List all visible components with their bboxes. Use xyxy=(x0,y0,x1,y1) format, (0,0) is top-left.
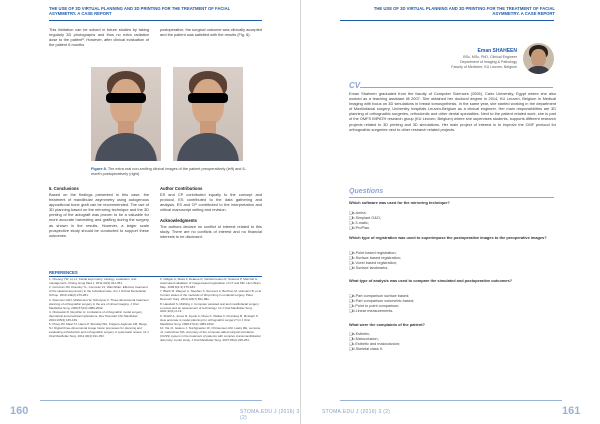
figure-caption xyxy=(91,167,251,177)
eye-mask xyxy=(188,93,228,103)
question-3: What type of analysis was used to compare the simulated and postoperative outcomes? xyxy=(349,278,513,283)
postoperative-photo xyxy=(173,67,243,161)
option-3b: ❑b.Part comparison volumetric based; xyxy=(349,299,415,303)
intro-col2: postoperative, the surgical outcome was clinically accepted and the patient was satisfied with the results (Fig. 8). xyxy=(160,27,262,38)
option-2a: ❑a.Point based registration; xyxy=(349,251,397,255)
right-page xyxy=(300,0,600,424)
reference-item: 7. Blach M, Wagner A, Stephan S, Stenvers A, Buchner M, Hofmann B, et al. Current status of the methods of 3D-printing in orofacial surgery. Plast Reconstr Surg. 2010;126(7):82e-98e. xyxy=(160,289,262,302)
reference-item: 10. Xia JJ, Gateno J, Teichgraeber JF, Christensen AM, Lasky RE, Lemoine JJ, Liebschner MA. Accuracy of the computer-aided surgical simulation (CASS) system in the treatment of patients with complex craniomaxillofacial deformity: A pilot study. J Oral Maxillofac Surg. 2007;65(2):248-254. xyxy=(160,326,261,342)
contributions-heading: Author Contributions xyxy=(160,186,203,191)
preoperative-photo xyxy=(91,67,161,161)
conclusions-heading: 5. Conclusions xyxy=(49,186,79,191)
references-col2 xyxy=(160,278,262,343)
footer-rule xyxy=(40,400,262,401)
author-faculty: Faculty of Medicine, KU Leuven, Belgium xyxy=(451,65,517,69)
references-col1 xyxy=(49,278,150,340)
option-3d: ❑d.Linear measurements. xyxy=(349,309,394,313)
option-3c: ❑c.Point to point comparison; xyxy=(349,304,400,308)
reference-item: 6. Gilligan A, Maes F, Delaere D, Vandermeulen D, Suetens P. Marchal G. Automated validation of image-based registration of CT and MR. Hum Brain Map. 1999;8(2-3):175-183. xyxy=(160,277,261,289)
acknowledgments-text: The authors declare no conflict of interest related to this study. There are no conflicts of interest and no financial interests to be disclosed. xyxy=(160,224,262,240)
author-name: Eman SHAHEEN xyxy=(477,48,517,54)
page-number-left: 160 xyxy=(10,405,29,417)
option-4d: ❑d.Skeletal class II. xyxy=(349,347,384,351)
header-rule xyxy=(340,20,554,21)
option-4b: ❑b.Malocclusion; xyxy=(349,337,379,341)
option-2d: ❑d.Surface landmarks. xyxy=(349,266,389,270)
author-portrait xyxy=(523,43,554,74)
page-number-right: 161 xyxy=(562,405,581,417)
figure-caption-text: The extra oral non-smiling clinical images of the patient preoperatively (left) and 6-month postoperatively (right). xyxy=(91,167,246,176)
option-2c: ❑c.Voxel based registration; xyxy=(349,261,397,265)
reference-item: 2. Corcoran JM, Klomsky YL, Corcoran VJ, Warchilder. Effective treatment of the skeletal asymmetry in the individual case. Am J Orthod Dentofacial Orthop. 2016;149(2):276-281. xyxy=(49,285,148,298)
question-1: Which software was used for the mirroring technique? xyxy=(349,200,450,205)
author-department: Department of Imaging & Pathology xyxy=(460,60,517,64)
questions-rule xyxy=(349,197,554,198)
acknowledgments-heading: Acknowledgments xyxy=(160,218,197,223)
option-1d: ❑d.ProPlan. xyxy=(349,226,371,230)
journal-citation-right: STOMA.EDU J (2016) 3 (2) xyxy=(322,409,391,415)
reference-item: 5. Plooij JM, Maal TJ, Haers P, Borstlap WA, Kuijpers-Jagtman AM, Berge SJ. Digital three-dimensional image fusion processes for planning and evaluating orthodontics and orthognathic surgery. A systematic review. Int J Oral Maxillofac Surg. 2011;40(4):341-352. xyxy=(49,322,149,339)
intro-col1: This limitation can be solved in future studies by taking regularly 3D photographs and thus no extra radiation dose to the patient⁸. However, after clinical evaluation of the patient 6 months xyxy=(49,27,149,48)
running-head-right: THE USE OF 3D VIRTUAL PLANNING AND 3D PRINTING FOR THE TREATMENT OF FACIAL ASYMMETRY. A CASE REPORT xyxy=(373,6,555,17)
option-1b: ❑b.Simplant O&O; xyxy=(349,216,381,220)
figure-label: Figure 8. xyxy=(91,167,107,171)
question-4: What were the complaints of the patient? xyxy=(349,322,425,327)
conclusions-text: Based on the findings presented in this case, the treatment of mandibular asymmetry using autogenous appositional bone graft can be recommended. The use of 3D planning based on the mirroring technique and the 3D printing of the autograft was proven to be a valuable for more accurate harvesting and grafting during the surgery as shown in the results. However, a larger scale prospective study should be conducted to support these outcomes. xyxy=(49,192,149,238)
references-heading: REFERENCES xyxy=(49,270,262,277)
option-4a: ❑a.Esthetic; xyxy=(349,332,371,336)
contributions-text: ES and CP contributed equally to the concept and protocol. ES contributed to the data gathering and analysis. ES and CP contributed to the interpretation and critical manuscript writing and revision. xyxy=(160,192,262,213)
option-4c: ❑c.Esthetic and malocclusion; xyxy=(349,342,401,346)
running-head-left: THE USE OF 3D VIRTUAL PLANNING AND 3D PRINTING FOR THE TREATMENT OF FACIAL ASYMMETRY. A CASE REPORT xyxy=(49,6,231,17)
journal-citation-left: STOMA.EDU J (2016) 3 (2) xyxy=(240,409,300,421)
footer-rule xyxy=(340,400,562,401)
question-2: Which type of registration was used to superimpose the postoperative images to the preoperative images? xyxy=(349,235,547,240)
header-rule xyxy=(49,20,262,21)
option-1c: ❑c.3-matic; xyxy=(349,221,369,225)
option-2b: ❑b.Surface based registration; xyxy=(349,256,401,260)
reference-item: 8. Hassfeld S, Mühling J. Computer assisted oral and maxillofacial surgery: a review and an assessment of technology. Int J Oral Maxillofac Surg. 2001;30(1):2-13. xyxy=(160,301,260,314)
author-degree: BSc, MSc, PhD, Clinical Engineer xyxy=(463,55,517,59)
reference-item: 4. Olszewski R, Reychler H. Limitations of orthognathic model surgery: theoretical and practical implications. Rev Stomatol Chir Maxillofac. 2004;105(3):165-169. xyxy=(49,310,143,322)
option-1a: ❑a.Amira; xyxy=(349,211,367,215)
cv-text: Eman Shaheen graduated from the faculty of Computer Sciences (2005), Cairo University, Egypt where she also worked as a teaching assistant till 2007. She obtained her doctoral degree in 2014, KU Leuven, Belgium in Medical Imaging with focus on 3D simulations in breast tomosynthesis. In the same year, she started working in the department of Maxillofacial surgery, University hospitals Leuven-Belgium as a clinical engineer. Her main responsibilities are 3D planning of orthognathic surgeries, orthodontic and other dental specialties. Next to the patient related work, she is part of the OMFS IMPATH research group (KU Leuven, Belgium) where she supervises students, supports different research projects related to 3D printing and 3D simulations. Her main project of interest is to improve the CMF protocol for orthognathic surgeries next to other research related projects. xyxy=(349,91,556,132)
reference-item: 9. Sharifi A, Jones R, Ayoub A, Moos K, Walker F, Khambay B, McHugh S. How accurate is model planning for orthognathic surgery? Int J Oral Maxillofac Surg. 2008;37(12):1089-1093. xyxy=(160,313,259,326)
reference-item: 3. Swennen GRJ, Mollemans W, Schutyser F. Three-dimensional treatment planning of orthognathic surgery in the era of virtual imaging. J Oral Maxillofac Surg. 2009;67(10):2080-2092. xyxy=(49,297,149,310)
cv-label: CV xyxy=(349,81,361,90)
cv-rule xyxy=(360,87,553,88)
questions-heading: Questions xyxy=(349,188,384,195)
eye-mask xyxy=(106,93,146,103)
reference-item: 1. Cheong YW, Lo LJ. Facial asymmetry: etiology, evaluation, and management. Chang Gung Med J. 2011;34(4):341-351. xyxy=(49,277,137,285)
option-3a: ❑a.Part comparison surface based; xyxy=(349,294,410,298)
